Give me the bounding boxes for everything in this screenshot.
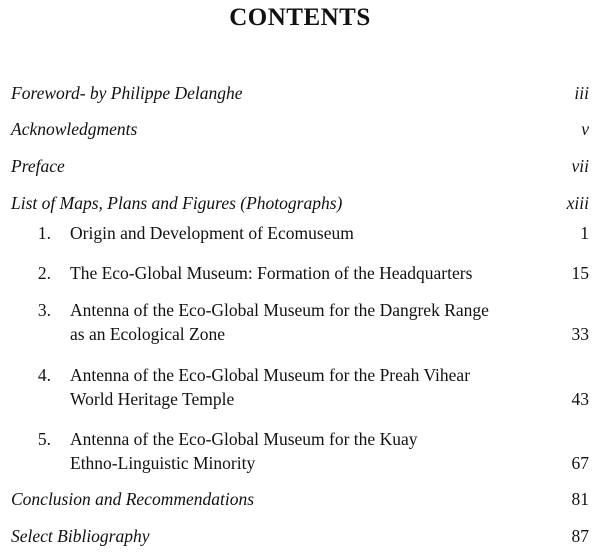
page-title: CONTENTS bbox=[229, 4, 371, 31]
chapter-title bbox=[70, 428, 417, 474]
toc-entry-page: 15 bbox=[571, 263, 589, 283]
toc-entry-label: Acknowledgments bbox=[11, 119, 138, 139]
toc-entry-label: Select Bibliography bbox=[11, 526, 150, 546]
toc-entry-page: xiii bbox=[566, 193, 589, 213]
chapter-title bbox=[70, 262, 472, 284]
chapter-number: 3. bbox=[37, 300, 51, 320]
chapter-number: 1. bbox=[37, 223, 51, 243]
toc-entry-page: 1 bbox=[580, 223, 589, 243]
toc-entry-label: Conclusion and Recommendations bbox=[11, 489, 255, 509]
chapter-title-line: Origin and Development of Ecomuseum bbox=[70, 223, 354, 243]
toc-entry-page: 33 bbox=[571, 324, 589, 344]
toc-entry-page: v bbox=[581, 119, 589, 139]
chapter-title-line: as an Ecological Zone bbox=[70, 324, 226, 344]
toc-entry-label: Foreword- by Philippe Delanghe bbox=[11, 83, 243, 103]
chapter-number: 4. bbox=[37, 365, 51, 385]
chapter-title bbox=[70, 222, 354, 244]
chapter-title-line: The Eco-Global Museum: Formation of the Headquarters bbox=[70, 263, 473, 283]
toc-entry-page: vii bbox=[571, 156, 589, 176]
chapter-title-line: Antenna of the Eco-Global Museum for the Preah Vihear bbox=[70, 365, 471, 385]
toc-entry-page: 81 bbox=[571, 489, 589, 509]
toc-entry-page: 67 bbox=[571, 453, 589, 473]
toc-entry-label: Preface bbox=[11, 156, 65, 176]
chapter-number: 2. bbox=[37, 263, 51, 283]
toc-entry-page: 87 bbox=[571, 526, 589, 546]
toc-entry-label: List of Maps, Plans and Figures (Photographs) bbox=[11, 193, 343, 213]
chapter-title bbox=[70, 364, 470, 410]
chapter-title-line: Ethno-Linguistic Minority bbox=[70, 453, 256, 473]
chapter-number: 5. bbox=[37, 429, 51, 449]
chapter-title-line: World Heritage Temple bbox=[70, 389, 235, 409]
chapter-title bbox=[70, 299, 489, 345]
toc-entry-page: iii bbox=[574, 83, 589, 103]
chapter-title-line: Antenna of the Eco-Global Museum for the Dangrek Range bbox=[70, 300, 489, 320]
toc-entry-page: 43 bbox=[571, 389, 589, 409]
chapter-title-line: Antenna of the Eco-Global Museum for the Kuay bbox=[70, 429, 418, 449]
